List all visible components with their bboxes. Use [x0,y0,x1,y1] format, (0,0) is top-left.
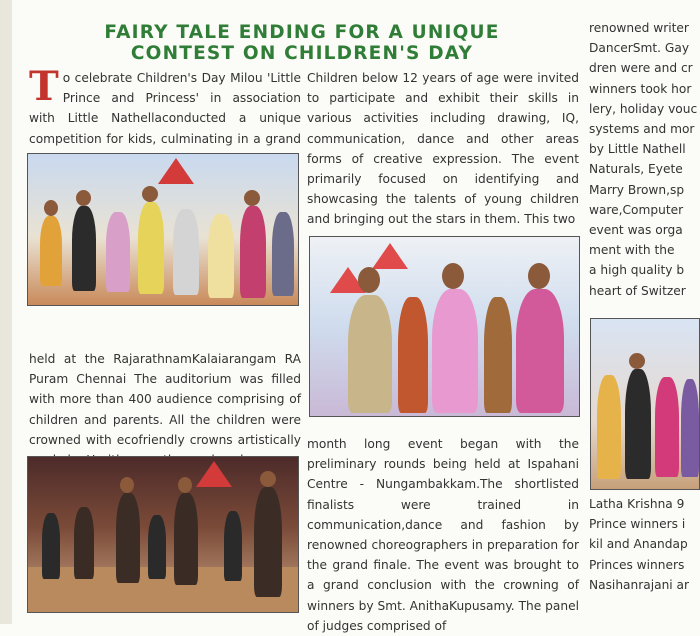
headline-line-1: FAIRY TALE ENDING FOR A UNIQUE [104,22,500,43]
dancer-head [178,477,192,493]
column-3-line: DancerSmt. Gay [589,41,690,56]
dancer-figure [148,515,166,579]
column-3-line: renowned writer [589,21,689,35]
child-figure [240,206,266,298]
photo-prince-princess [590,318,700,490]
child-figure [516,289,564,413]
dancer-head [260,471,276,487]
column-3-line: kil and Anandap [589,537,688,552]
stage-decoration [372,243,408,269]
child-head [442,263,464,289]
column-3-top [589,18,700,301]
photo-dance-performance [27,456,299,613]
column-2-bottom: month long event began with the preliminary rounds being held at Ispahani Centre - Nungambakkam.The shortlisted finalists were trained in communication,dance and fashion by renowned choreographers in preparation for the grand finale. The event was brought to a grand conclusion with the crowning of winners by Smt. AnithaKupusamy. The panel of judges comprised of [307,437,579,633]
dancer-head [120,477,134,493]
column-1-top-text: o celebrate Children's Day Milou 'Little Prince and Princess' in association with Little Nathellaconducted a unique competition for kids, culminating in a grand [29,71,301,146]
child-figure [173,209,199,295]
column-3-line: ment with the [589,243,675,258]
article-headline [22,22,582,64]
child-figure [655,377,679,477]
child-figure [484,297,512,413]
column-3-line: heart of Switzer [589,283,686,298]
dancer-figure [74,507,94,579]
dancer-figure [42,513,60,579]
column-2-top: Children below 12 years of age were invited to participate and exhibit their skills in various activities including drawing, IQ, communication, dance and other areas forms of creative expression. The event primarily focused on identifying and showcasing the talents of young children and bringing out the stars in them. This two [307,71,579,227]
headline-line-2: CONTEST ON CHILDREN'S DAY [130,43,474,64]
child-figure [398,297,428,413]
column-3-line: Prince winners i [589,517,686,532]
child-figure [72,206,96,291]
column-3-line: lery, holiday vouc [589,101,698,116]
dancer-figure [224,511,242,581]
child-figure [348,295,392,413]
stage-decoration [196,461,232,487]
child-head [528,263,550,289]
dancer-figure [116,493,140,583]
column-3-line: Princes winners [589,557,685,572]
column-3-line: winners took hor [589,81,692,96]
child-head [76,190,91,206]
column-3-line: Naturals, Eyete [589,162,683,177]
column-3-line: a high quality b [589,263,685,278]
child-figure [208,214,234,298]
child-figure [138,202,164,294]
column-3-line: Latha Krishna 9 [589,497,685,511]
photo-winners-crowned [309,236,580,417]
child-figure [432,289,478,413]
child-figure [681,379,699,477]
column-3-bottom [589,494,700,595]
child-figure [106,212,130,292]
column-3-line: systems and mor [589,122,695,137]
child-head [44,200,58,216]
stage-decoration [158,158,194,184]
child-head [358,267,380,293]
child-figure [625,369,651,479]
child-figure [272,212,294,296]
page-edge [0,0,12,624]
dancer-figure [174,493,198,585]
column-3-line: Marry Brown,sp [589,182,685,197]
column-1-bottom: held at the RajarathnamKalaiarangam RA Puram Chennai The auditorium was filled with more than 400 audience comprising of children and parents. All the children were crowned with ecofriendly crowns artistically [29,352,301,447]
child-head [244,190,260,206]
column-3-line: ware,Computer [589,202,684,217]
drop-cap: T [29,63,59,110]
child-figure [597,375,621,479]
child-figure [40,216,62,286]
dancer-figure [254,487,282,597]
child-head [142,186,158,202]
photo-group-contestants [27,153,299,306]
column-3-line: by Little Nathell [589,142,686,157]
column-3-line: event was orga [589,223,683,238]
child-head [629,353,645,369]
column-3-line: Nasihanrajani ar [589,577,690,592]
column-3-line: dren were and cr [589,61,693,76]
